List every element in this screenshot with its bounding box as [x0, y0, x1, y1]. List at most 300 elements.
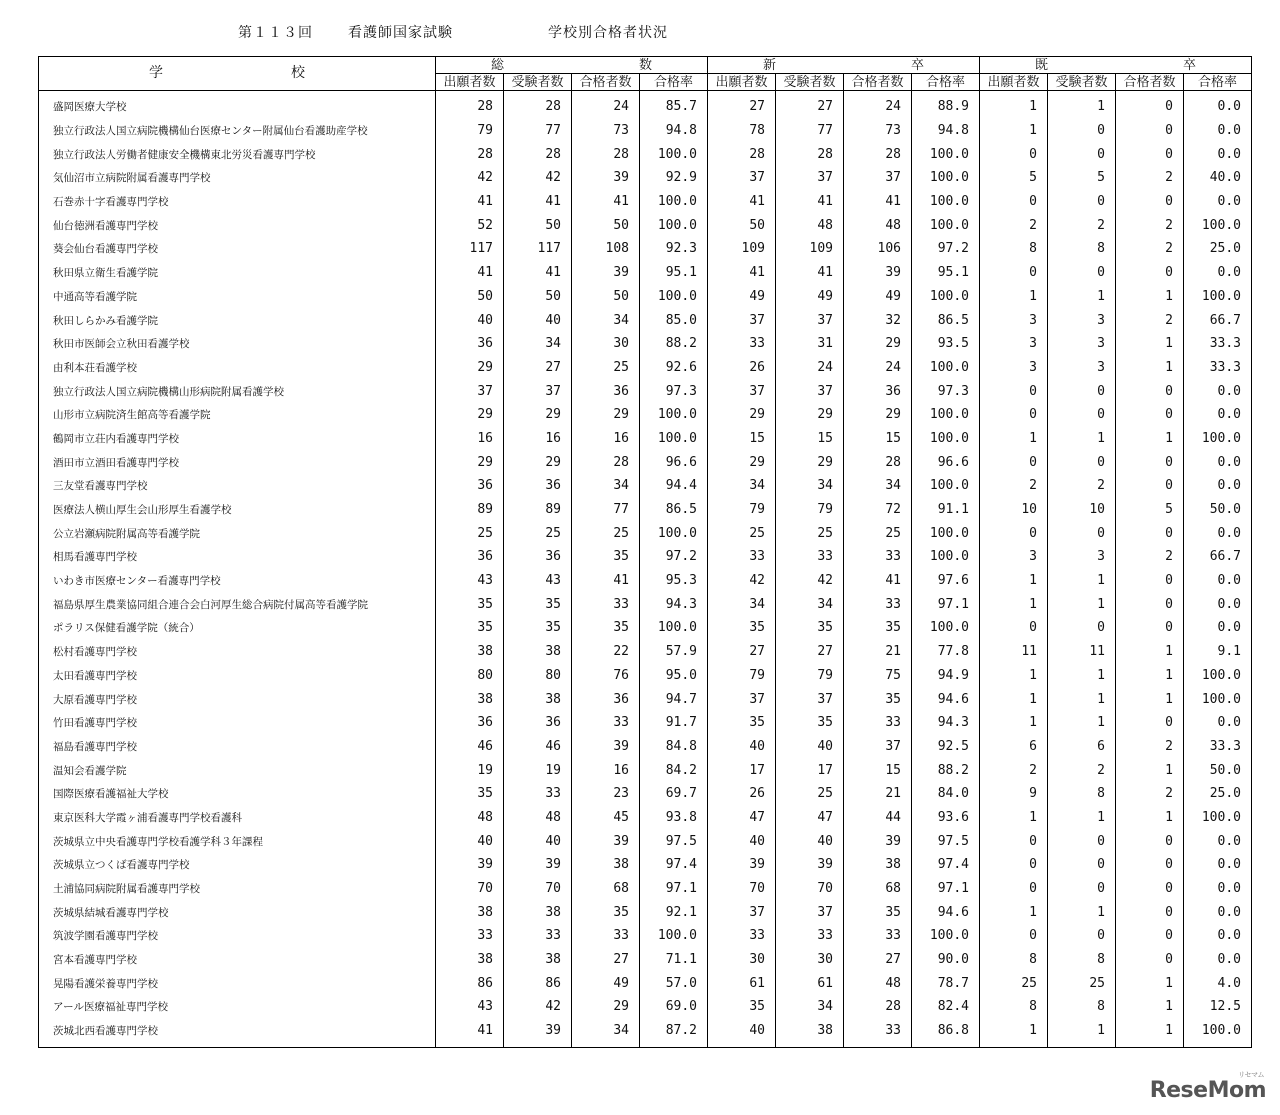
table-cell: 82.4	[912, 995, 980, 1019]
table-cell: 41	[572, 569, 640, 593]
table-row	[39, 711, 1252, 735]
table-cell: 1	[980, 687, 1048, 711]
table-cell: 69.7	[640, 782, 708, 806]
table-cell: 8	[1048, 237, 1116, 261]
table-cell: 109	[708, 237, 776, 261]
table-cell: 100.0	[912, 616, 980, 640]
table-cell: 25	[776, 782, 844, 806]
table-cell: 2	[1116, 237, 1184, 261]
table-cell: 39	[572, 261, 640, 285]
table-cell: 0	[980, 829, 1048, 853]
table-row	[39, 237, 1252, 261]
table-cell: 40	[708, 829, 776, 853]
table-cell: 1	[1048, 285, 1116, 309]
resemom-logo	[1149, 1071, 1266, 1103]
table-cell: 33	[844, 592, 912, 616]
school-name: 秋田市医師会立秋田看護学校	[39, 332, 436, 356]
school-name: 酒田市立酒田看護専門学校	[39, 450, 436, 474]
table-cell: 0	[1048, 853, 1116, 877]
table-cell: 97.5	[640, 829, 708, 853]
school-name: 晃陽看護栄養専門学校	[39, 971, 436, 995]
table-cell: 50	[708, 213, 776, 237]
table-cell: 1	[1048, 427, 1116, 451]
table-cell: 0.0	[1184, 190, 1252, 214]
table-cell: 3	[980, 332, 1048, 356]
table-cell: 42	[708, 569, 776, 593]
table-cell: 109	[776, 237, 844, 261]
table-cell: 2	[1116, 782, 1184, 806]
table-cell: 0	[1116, 474, 1184, 498]
table-row	[39, 308, 1252, 332]
school-name: 松村看護専門学校	[39, 640, 436, 664]
table-cell: 94.8	[640, 119, 708, 143]
table-cell: 93.8	[640, 806, 708, 830]
table-cell: 15	[844, 427, 912, 451]
table-cell: 44	[844, 806, 912, 830]
table-cell: 39	[572, 735, 640, 759]
table-cell: 1	[1116, 758, 1184, 782]
table-cell: 37	[708, 308, 776, 332]
table-cell: 91.7	[640, 711, 708, 735]
table-cell: 78	[708, 119, 776, 143]
table-cell: 25	[708, 521, 776, 545]
table-cell: 35	[844, 616, 912, 640]
table-cell: 24	[572, 91, 640, 119]
table-cell: 108	[572, 237, 640, 261]
table-cell: 33	[708, 924, 776, 948]
table-cell: 34	[708, 592, 776, 616]
table-cell: 1	[1048, 91, 1116, 119]
table-cell: 19	[436, 758, 504, 782]
table-cell: 2	[1048, 758, 1116, 782]
table-cell: 42	[436, 166, 504, 190]
table-cell: 0.0	[1184, 142, 1252, 166]
table-cell: 38	[504, 640, 572, 664]
table-cell: 0.0	[1184, 261, 1252, 285]
table-cell: 0	[980, 261, 1048, 285]
column-header: 合格者数	[572, 74, 640, 91]
table-row	[39, 924, 1252, 948]
table-cell: 94.9	[912, 664, 980, 688]
table-cell: 33	[776, 924, 844, 948]
table-cell: 97.1	[912, 592, 980, 616]
table-cell: 25	[1048, 971, 1116, 995]
table-cell: 22	[572, 640, 640, 664]
table-cell: 84.8	[640, 735, 708, 759]
table-cell: 31	[776, 332, 844, 356]
table-cell: 32	[844, 308, 912, 332]
exam-name: 看護師国家試験	[348, 25, 453, 41]
table-cell: 1	[1116, 995, 1184, 1019]
table-cell: 1	[980, 285, 1048, 309]
group-new-right: 卒	[910, 57, 924, 73]
table-cell: 69.0	[640, 995, 708, 1019]
table-cell: 28	[436, 91, 504, 119]
table-cell: 1	[980, 664, 1048, 688]
table-cell: 40	[708, 735, 776, 759]
table-cell: 96.6	[912, 450, 980, 474]
table-cell: 92.1	[640, 900, 708, 924]
table-cell: 36	[436, 474, 504, 498]
table-cell: 2	[1048, 474, 1116, 498]
table-cell: 97.2	[912, 237, 980, 261]
table-row	[39, 521, 1252, 545]
table-cell: 36	[436, 332, 504, 356]
table-cell: 1	[1116, 640, 1184, 664]
table-cell: 36	[572, 687, 640, 711]
table-cell: 11	[1048, 640, 1116, 664]
table-cell: 3	[1048, 545, 1116, 569]
school-name: 鶴岡市立荘内看護専門学校	[39, 427, 436, 451]
table-cell: 72	[844, 498, 912, 522]
table-cell: 8	[1048, 995, 1116, 1019]
table-cell: 0	[1116, 853, 1184, 877]
table-cell: 48	[504, 806, 572, 830]
school-name: 相馬看護専門学校	[39, 545, 436, 569]
table-cell: 27	[708, 640, 776, 664]
table-cell: 1	[1048, 664, 1116, 688]
table-cell: 84.0	[912, 782, 980, 806]
table-cell: 0	[1116, 521, 1184, 545]
table-cell: 29	[844, 403, 912, 427]
table-cell: 100.0	[1184, 427, 1252, 451]
table-row	[39, 569, 1252, 593]
table-cell: 93.6	[912, 806, 980, 830]
table-cell: 0	[1116, 261, 1184, 285]
table-row	[39, 948, 1252, 972]
table-cell: 21	[844, 782, 912, 806]
table-cell: 8	[980, 948, 1048, 972]
table-cell: 5	[1048, 166, 1116, 190]
table-row	[39, 91, 1252, 119]
school-name: 太田看護専門学校	[39, 664, 436, 688]
table-cell: 73	[572, 119, 640, 143]
table-cell: 0.0	[1184, 948, 1252, 972]
table-cell: 10	[980, 498, 1048, 522]
group-header-past	[980, 57, 1252, 74]
table-cell: 97.1	[912, 877, 980, 901]
table-cell: 50	[504, 285, 572, 309]
table-cell: 89	[436, 498, 504, 522]
table-cell: 41	[776, 261, 844, 285]
table-cell: 37	[776, 687, 844, 711]
table-cell: 49	[844, 285, 912, 309]
school-header-right: 校	[291, 65, 305, 81]
table-cell: 100.0	[1184, 285, 1252, 309]
table-cell: 29	[436, 356, 504, 380]
table-cell: 29	[504, 403, 572, 427]
table-cell: 27	[504, 356, 572, 380]
table-cell: 29	[504, 450, 572, 474]
table-cell: 1	[980, 900, 1048, 924]
table-cell: 3	[1048, 356, 1116, 380]
table-cell: 41	[776, 190, 844, 214]
school-name: いわき市医療センター看護専門学校	[39, 569, 436, 593]
table-cell: 75	[844, 664, 912, 688]
table-cell: 0	[1048, 190, 1116, 214]
table-cell: 100.0	[1184, 806, 1252, 830]
table-cell: 15	[708, 427, 776, 451]
school-name: 土浦協同病院附属看護専門学校	[39, 877, 436, 901]
table-cell: 73	[844, 119, 912, 143]
table-cell: 71.1	[640, 948, 708, 972]
table-cell: 70	[776, 877, 844, 901]
table-cell: 0.0	[1184, 924, 1252, 948]
table-cell: 0	[1116, 403, 1184, 427]
table-cell: 9.1	[1184, 640, 1252, 664]
table-cell: 37	[776, 900, 844, 924]
school-name: 筑波学園看護専門学校	[39, 924, 436, 948]
table-cell: 100.0	[912, 545, 980, 569]
school-name: 三友堂看護専門学校	[39, 474, 436, 498]
table-cell: 117	[504, 237, 572, 261]
table-cell: 2	[980, 474, 1048, 498]
table-cell: 1	[1048, 711, 1116, 735]
table-cell: 79	[436, 119, 504, 143]
table-cell: 35	[572, 616, 640, 640]
school-name: 独立行政法人国立病院機構山形病院附属看護学校	[39, 379, 436, 403]
table-cell: 12.5	[1184, 995, 1252, 1019]
table-cell: 70	[436, 877, 504, 901]
table-cell: 106	[844, 237, 912, 261]
table-cell: 0	[1048, 403, 1116, 427]
table-cell: 25.0	[1184, 782, 1252, 806]
table-cell: 35	[436, 616, 504, 640]
table-cell: 77	[776, 119, 844, 143]
table-cell: 29	[708, 450, 776, 474]
table-cell: 1	[980, 1019, 1048, 1047]
table-cell: 66.7	[1184, 308, 1252, 332]
table-cell: 24	[844, 356, 912, 380]
table-cell: 76	[572, 664, 640, 688]
table-cell: 28	[504, 91, 572, 119]
table-cell: 33	[572, 711, 640, 735]
column-header: 出願者数	[980, 74, 1048, 91]
table-cell: 35	[708, 995, 776, 1019]
table-cell: 77	[572, 498, 640, 522]
table-cell: 38	[504, 948, 572, 972]
table-cell: 39	[436, 853, 504, 877]
table-cell: 46	[504, 735, 572, 759]
school-name: 気仙沼市立病院附属看護専門学校	[39, 166, 436, 190]
table-cell: 1	[1048, 806, 1116, 830]
school-name: 石巻赤十字看護専門学校	[39, 190, 436, 214]
table-cell: 33	[504, 924, 572, 948]
table-cell: 27	[776, 640, 844, 664]
table-cell: 100.0	[912, 427, 980, 451]
table-row	[39, 332, 1252, 356]
school-name: 茨城県立中央看護専門学校看護学科３年課程	[39, 829, 436, 853]
group-header-new	[708, 57, 980, 74]
table-cell: 79	[708, 498, 776, 522]
table-cell: 33	[572, 592, 640, 616]
school-name: 山形市立病院済生館高等看護学院	[39, 403, 436, 427]
table-cell: 33	[436, 924, 504, 948]
table-cell: 92.6	[640, 356, 708, 380]
school-header-left: 学	[149, 65, 163, 81]
table-cell: 79	[776, 664, 844, 688]
table-cell: 0	[1116, 91, 1184, 119]
table-cell: 94.4	[640, 474, 708, 498]
school-name: 由利本荘看護学校	[39, 356, 436, 380]
school-name: 茨城県立つくば看護専門学校	[39, 853, 436, 877]
table-cell: 39	[708, 853, 776, 877]
table-cell: 61	[776, 971, 844, 995]
table-cell: 1	[980, 592, 1048, 616]
table-cell: 45	[572, 806, 640, 830]
table-cell: 92.3	[640, 237, 708, 261]
table-cell: 16	[504, 427, 572, 451]
group-total-left: 総	[491, 57, 505, 73]
table-cell: 37	[776, 308, 844, 332]
table-cell: 41	[844, 569, 912, 593]
table-cell: 0	[1048, 924, 1116, 948]
table-cell: 30	[708, 948, 776, 972]
table-cell: 1	[1116, 285, 1184, 309]
table-cell: 1	[1116, 332, 1184, 356]
table-cell: 34	[776, 474, 844, 498]
table-cell: 92.9	[640, 166, 708, 190]
table-cell: 100.0	[912, 190, 980, 214]
school-name: 茨城北西看護専門学校	[39, 1019, 436, 1047]
table-cell: 0.0	[1184, 853, 1252, 877]
table-cell: 1	[1048, 900, 1116, 924]
table-cell: 0	[980, 450, 1048, 474]
table-cell: 1	[1116, 1019, 1184, 1047]
table-cell: 88.2	[912, 758, 980, 782]
table-cell: 68	[572, 877, 640, 901]
column-header: 受験者数	[504, 74, 572, 91]
table-cell: 0	[980, 877, 1048, 901]
table-cell: 35	[844, 687, 912, 711]
table-cell: 3	[980, 356, 1048, 380]
table-cell: 33.3	[1184, 735, 1252, 759]
table-cell: 24	[776, 356, 844, 380]
table-cell: 100.0	[640, 403, 708, 427]
table-cell: 100.0	[1184, 1019, 1252, 1047]
school-name: 公立岩瀬病院附属高等看護学院	[39, 521, 436, 545]
table-cell: 29	[572, 995, 640, 1019]
table-row	[39, 190, 1252, 214]
table-cell: 41	[436, 1019, 504, 1047]
table-cell: 41	[572, 190, 640, 214]
table-cell: 33	[708, 332, 776, 356]
table-cell: 97.2	[640, 545, 708, 569]
table-cell: 0	[1116, 190, 1184, 214]
table-cell: 3	[1048, 308, 1116, 332]
table-cell: 33.3	[1184, 356, 1252, 380]
table-cell: 0	[1116, 829, 1184, 853]
school-name: 秋田しらかみ看護学院	[39, 308, 436, 332]
table-cell: 0	[1048, 877, 1116, 901]
table-cell: 38	[776, 1019, 844, 1047]
table-cell: 24	[844, 91, 912, 119]
table-cell: 79	[708, 664, 776, 688]
table-cell: 4.0	[1184, 971, 1252, 995]
table-cell: 38	[504, 687, 572, 711]
school-name: 医療法人横山厚生会山形厚生看護学校	[39, 498, 436, 522]
table-cell: 95.1	[640, 261, 708, 285]
table-cell: 0	[1048, 521, 1116, 545]
school-name: 東京医科大学霞ヶ浦看護専門学校看護科	[39, 806, 436, 830]
table-cell: 1	[1116, 427, 1184, 451]
table-row	[39, 261, 1252, 285]
table-cell: 40	[504, 829, 572, 853]
table-cell: 40	[436, 829, 504, 853]
table-cell: 100.0	[1184, 664, 1252, 688]
table-cell: 38	[844, 853, 912, 877]
table-cell: 2	[1116, 213, 1184, 237]
table-cell: 34	[844, 474, 912, 498]
table-cell: 35	[436, 592, 504, 616]
table-cell: 39	[844, 829, 912, 853]
table-cell: 33	[504, 782, 572, 806]
table-row	[39, 829, 1252, 853]
table-cell: 38	[436, 640, 504, 664]
table-cell: 0.0	[1184, 900, 1252, 924]
table-cell: 17	[708, 758, 776, 782]
school-name: 茨城県結城看護専門学校	[39, 900, 436, 924]
table-cell: 39	[572, 829, 640, 853]
table-cell: 0	[1116, 616, 1184, 640]
table-cell: 25	[504, 521, 572, 545]
table-cell: 39	[844, 261, 912, 285]
table-cell: 0	[980, 142, 1048, 166]
table-cell: 48	[776, 213, 844, 237]
table-cell: 1	[1048, 1019, 1116, 1047]
table-cell: 2	[1116, 308, 1184, 332]
table-row	[39, 142, 1252, 166]
table-cell: 27	[844, 948, 912, 972]
table-cell: 35	[776, 711, 844, 735]
table-cell: 6	[1048, 735, 1116, 759]
table-cell: 10	[1048, 498, 1116, 522]
table-cell: 27	[776, 91, 844, 119]
table-cell: 28	[844, 450, 912, 474]
table-cell: 36	[504, 711, 572, 735]
table-row	[39, 403, 1252, 427]
table-cell: 33	[572, 924, 640, 948]
table-cell: 52	[436, 213, 504, 237]
table-cell: 25	[572, 356, 640, 380]
table-cell: 28	[844, 142, 912, 166]
school-name: 福島県厚生農業協同組合連合会白河厚生総合病院付属高等看護学院	[39, 592, 436, 616]
column-header: 合格率	[640, 74, 708, 91]
table-cell: 16	[572, 758, 640, 782]
table-row	[39, 285, 1252, 309]
table-cell: 0	[1116, 379, 1184, 403]
table-cell: 16	[436, 427, 504, 451]
table-cell: 100.0	[640, 521, 708, 545]
table-row	[39, 995, 1252, 1019]
table-cell: 94.3	[912, 711, 980, 735]
table-cell: 41	[504, 261, 572, 285]
table-cell: 95.1	[912, 261, 980, 285]
document-title	[0, 22, 1280, 46]
table-cell: 29	[572, 403, 640, 427]
table-cell: 2	[1048, 213, 1116, 237]
table-cell: 34	[776, 995, 844, 1019]
table-row	[39, 213, 1252, 237]
table-cell: 1	[980, 91, 1048, 119]
table-cell: 8	[1048, 782, 1116, 806]
table-cell: 100.0	[912, 142, 980, 166]
table-cell: 1	[980, 711, 1048, 735]
table-cell: 35	[844, 900, 912, 924]
group-header-total	[436, 57, 708, 74]
table-cell: 43	[436, 569, 504, 593]
table-cell: 1	[1048, 569, 1116, 593]
